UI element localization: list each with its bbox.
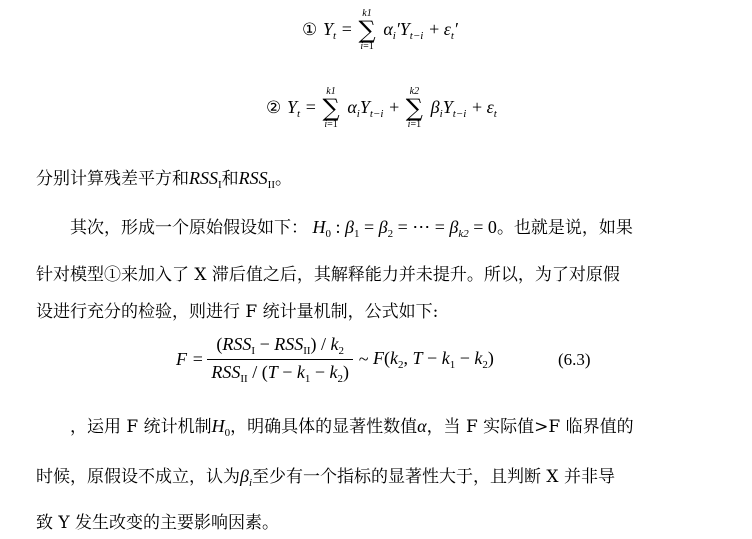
equation-2: ② $Y_t$ = k1 ∑ i=1 $\alpha_iY_{t-i}$ + k2 ∑ i=1 $\beta_iY_{t-i} + \varepsilon_t$: [266, 86, 497, 130]
paragraph-conclusion-line-3: 致 Y 发生改变的主要影响因素。: [36, 513, 280, 533]
conclusion-line-2-start: 时候，原假设不成立，认为: [36, 467, 240, 487]
conclusion-line-2-end: 至少有一个指标的显著性大于，且判断 X 并非导: [252, 467, 615, 487]
paragraph-hypothesis-line-1: 其次，形成一个原始假设如下： $H_0$ : $\beta_1 = \beta_2$ = ⋯ = $\beta_{k2} = 0$。也就是说，如果: [70, 217, 633, 240]
paragraph-hypothesis-line-3: 设进行充分的检验，则进行 F 统计量机制，公式如下:: [36, 302, 439, 322]
equation-1-label: ①: [302, 20, 318, 40]
conclusion-end: ，当 F 实际值>F 临界值的: [426, 417, 634, 437]
equation-f-statistic: F = $\frac{(RSS_I - RSS_{II}) / k_2}{RSS_{II} / (T - k_1 - k_2)}$ ~ $F(k_2$, $T - k_1 - k_2$): [176, 334, 494, 385]
paragraph-rss-text: 分别计算残差平方和: [36, 169, 189, 189]
conclusion-mid: ，明确具体的显著性数值: [230, 417, 418, 437]
equation-1: ① $Y_t$ = k1 ∑ i=1 $\alpha_i'Y_{t-i} + \varepsilon_t'$: [302, 8, 458, 52]
paragraph-rss: 分别计算残差平方和$RSS_I$和$RSS_{II}$。: [36, 168, 292, 191]
equation-number: (6.3): [558, 350, 591, 369]
paragraph-conclusion-line-1: ，运用 F 统计机制$H_0$，明确具体的显著性数值α，当 F 实际值>F 临界值的: [70, 416, 634, 439]
equation-2-label: ②: [266, 98, 282, 118]
summation-symbol: k1 ∑ i=1: [322, 86, 340, 130]
paragraph-rss-end: 。: [275, 169, 292, 189]
paragraph-hypothesis-line-2: 针对模型①来加入了 X 滞后值之后，其解释能力并未提升。所以，为了对原假: [36, 265, 620, 285]
conclusion-start: ，运用 F 统计机制: [70, 417, 212, 437]
paragraph-conclusion-line-2: 时候，原假设不成立，认为$\beta_i$至少有一个指标的显著性大于，且判断 X 并非导: [36, 466, 615, 489]
paragraph-rss-and: 和: [221, 169, 239, 189]
f-statistic-fraction: $\frac{(RSS_I - RSS_{II}) / k_2}{RSS_{II} / (T - k_1 - k_2)}$: [207, 334, 353, 385]
hypothesis-explain: 。也就是说，如果: [496, 218, 633, 238]
hypothesis-intro: 其次，形成一个原始假设如下：: [70, 218, 308, 238]
summation-symbol: k1 ∑ i=1: [358, 8, 376, 52]
summation-symbol: k2 ∑ i=1: [405, 86, 423, 130]
